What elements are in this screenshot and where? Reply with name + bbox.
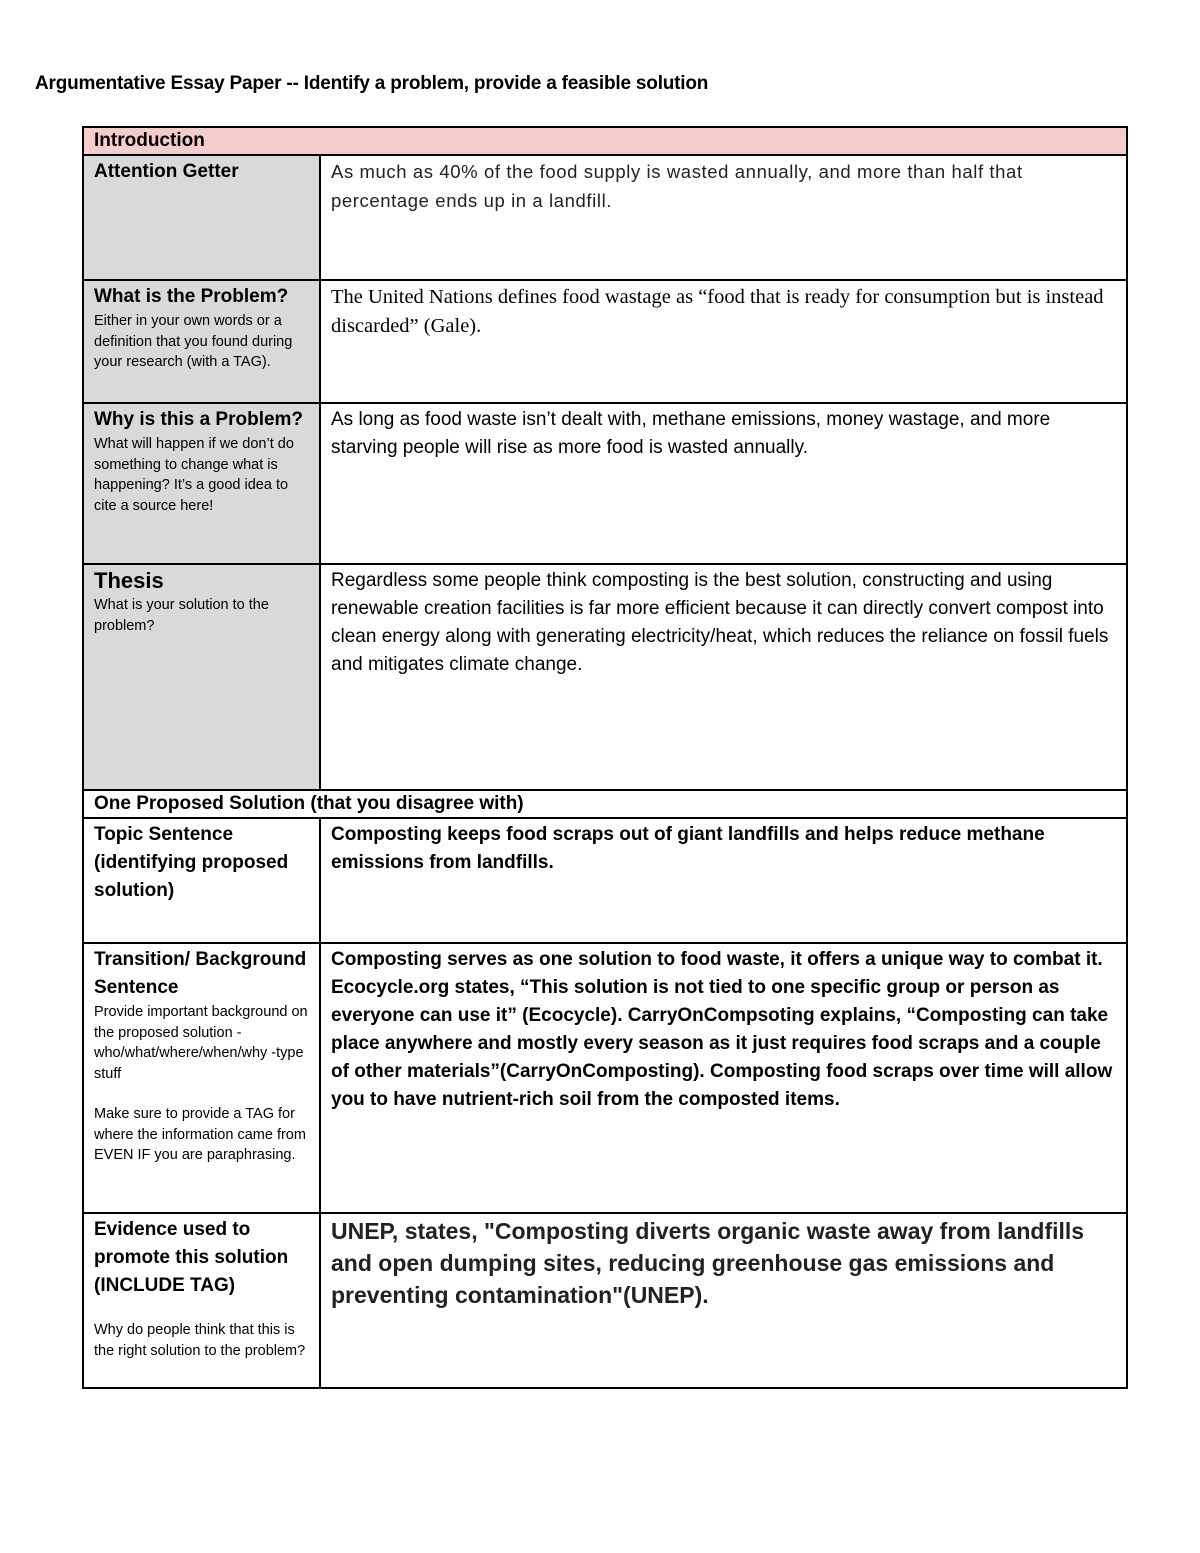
evidence-value-cell (320, 1213, 1127, 1388)
evidence-label-cell (83, 1213, 320, 1388)
what-problem-value: The United Nations defines food wastage as “food that is ready for consumption but is instead discarded” (Gale). (331, 286, 1104, 337)
thesis-description: What is your solution to the problem? (94, 597, 269, 634)
topic-sentence-label: Topic Sentence (identifying proposed solution) (94, 824, 289, 901)
topic-sentence-value-cell (320, 818, 1127, 943)
section-proposed-solution (83, 790, 1127, 818)
row-why-problem (83, 403, 1127, 564)
transition-description: Provide important background on the proposed solution - who/what/where/when/why -type stuff (94, 1004, 308, 1082)
what-problem-description: Either in your own words or a definition that you found during your research (with a TAG). (94, 313, 293, 370)
attention-getter-value-cell (320, 155, 1127, 280)
why-problem-label-cell (83, 403, 320, 564)
what-problem-value-cell (320, 280, 1127, 403)
section-introduction-header: Introduction (83, 127, 1127, 155)
row-attention-getter (83, 155, 1127, 280)
why-problem-value-cell (320, 403, 1127, 564)
why-problem-description: What will happen if we don’t do something to change what is happening? It’s a good idea to cite a source here! (94, 436, 294, 514)
thesis-value: Regardless some people think composting is the best solution, constructing and using renewable creation facilities is far more efficient because it can directly convert compost into clean energy along with generating electricity/heat, which reduces the reliance on fossil fuels and mitigates climate change. (331, 570, 1109, 675)
row-what-problem (83, 280, 1127, 403)
transition-label: Transition/ Background Sentence (94, 949, 307, 998)
row-transition (83, 943, 1127, 1213)
attention-getter-label-cell (83, 155, 320, 280)
evidence-value: UNEP, states, "Composting diverts organic waste away from landfills and open dumping sites, reducing greenhouse gas emissions and preventing contamination"(UNEP). (331, 1218, 1085, 1308)
section-introduction (83, 127, 1127, 155)
evidence-description: Why do people think that this is the right solution to the problem? (94, 1322, 306, 1359)
topic-sentence-label-cell (83, 818, 320, 943)
section-proposed-solution-header: One Proposed Solution (that you disagree with) (83, 790, 1127, 818)
row-evidence (83, 1213, 1127, 1388)
transition-label-cell (83, 943, 320, 1213)
why-problem-label: Why is this a Problem? (94, 409, 304, 430)
transition-value-cell (320, 943, 1127, 1213)
row-thesis (83, 564, 1127, 790)
essay-outline-table (82, 126, 1128, 1389)
attention-getter-label: Attention Getter (94, 161, 239, 182)
document-title: Argumentative Essay Paper -- Identify a problem, provide a feasible solution (35, 73, 709, 94)
topic-sentence-value: Composting keeps food scraps out of giant landfills and helps reduce methane emissions from landfills. (331, 824, 1045, 873)
thesis-value-cell (320, 564, 1127, 790)
what-problem-label-cell (83, 280, 320, 403)
row-topic-sentence (83, 818, 1127, 943)
thesis-label-cell (83, 564, 320, 790)
attention-getter-value: As much as 40% of the food supply is wasted annually, and more than half that percentage ends up in a landfill. (331, 161, 1023, 211)
transition-value: Composting serves as one solution to food waste, it offers a unique way to combat it. Ecocycle.org states, “This solution is not tied to one specific group or person as everyone can use it” (Ecocycle). CarryOnCompsoting explains, “Composting can take place anywhere and mostly every season as it just requires food scraps and a couple of other materials”(CarryOnComposting). Composting food scraps over time will allow you to have nutrient-rich soil from the composted items. (331, 949, 1113, 1110)
thesis-label: Thesis (94, 568, 164, 593)
evidence-label: Evidence used to promote this solution (INCLUDE TAG) (94, 1219, 289, 1296)
why-problem-value: As long as food waste isn’t dealt with, methane emissions, money wastage, and more starving people will rise as more food is wasted annually. (331, 409, 1051, 458)
what-problem-label: What is the Problem? (94, 286, 289, 307)
transition-tag-note: Make sure to provide a TAG for where the information came from EVEN IF you are paraphrasing. (94, 1106, 306, 1163)
